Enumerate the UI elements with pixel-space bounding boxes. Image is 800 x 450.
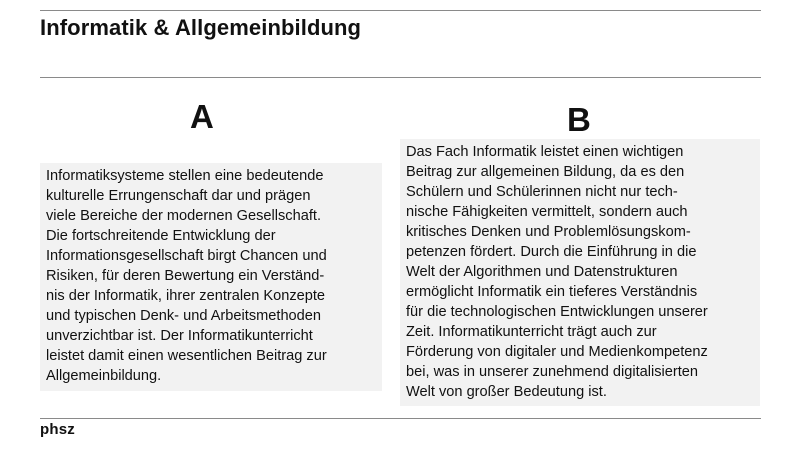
footer-divider [40,418,761,419]
column-b-line: kritisches Denken und Problemlösungskom- [406,224,691,240]
column-b-line: Das Fach Informatik leistet einen wichtigen [406,144,684,160]
column-a-line: Informatiksysteme stellen eine bedeutende [46,168,324,184]
column-b-line: nische Fähigkeiten vermittelt, sondern auch [406,204,688,220]
column-a-line: viele Bereiche der modernen Gesellschaft. [46,208,321,224]
column-b-line: Welt von großer Bedeutung ist. [406,384,607,400]
column-b-line: Beitrag zur allgemeinen Bildung, da es den [406,164,685,180]
column-a-line: Allgemeinbildung. [46,368,162,384]
column-a-line: Informationsgesellschaft birgt Chancen und [46,248,327,264]
footer-logo-text: phsz [40,421,75,438]
column-a-line: Risiken, für deren Bewertung ein Verständ- [46,268,325,284]
column-a-line: unverzichtbar ist. Der Informatikunterricht [46,328,313,344]
column-b-line: petenzen fördert. Durch die Einführung in die [406,244,697,260]
column-a-line: nis der Informatik, ihrer zentralen Konzepte [46,288,326,304]
title-divider [40,77,761,78]
column-b-line: für die technologischen Entwicklungen unserer [406,304,708,320]
slide-title: Informatik & Allgemeinbildung [40,15,362,40]
column-b-textbox [400,139,760,406]
column-b-line: Zeit. Informatikunterricht trägt auch zur [406,324,657,340]
column-b-line: bei, was in unserer zunehmend digitalisierten [406,364,699,380]
column-a-line: kulturelle Errungenschaft dar und prägen [46,188,311,204]
column-a-textbox [40,163,382,391]
column-a-heading: A [190,98,214,135]
column-b-heading: B [567,101,591,138]
column-a-line: leistet damit einen wesentlichen Beitrag zur [46,348,327,364]
column-b-line: ermöglicht Informatik ein tieferes Verständnis [406,284,698,300]
top-divider [40,10,761,11]
column-b-line: Welt der Algorithmen und Datenstrukturen [406,264,678,280]
column-a-line: und typischen Denk- und Arbeitsmethoden [46,308,322,324]
column-b-line: Förderung von digitaler und Medienkompetenz [406,344,708,360]
column-b-line: Schülern und Schülerinnen nicht nur tech- [406,184,678,200]
column-a-line: Die fortschreitende Entwicklung der [46,228,276,244]
